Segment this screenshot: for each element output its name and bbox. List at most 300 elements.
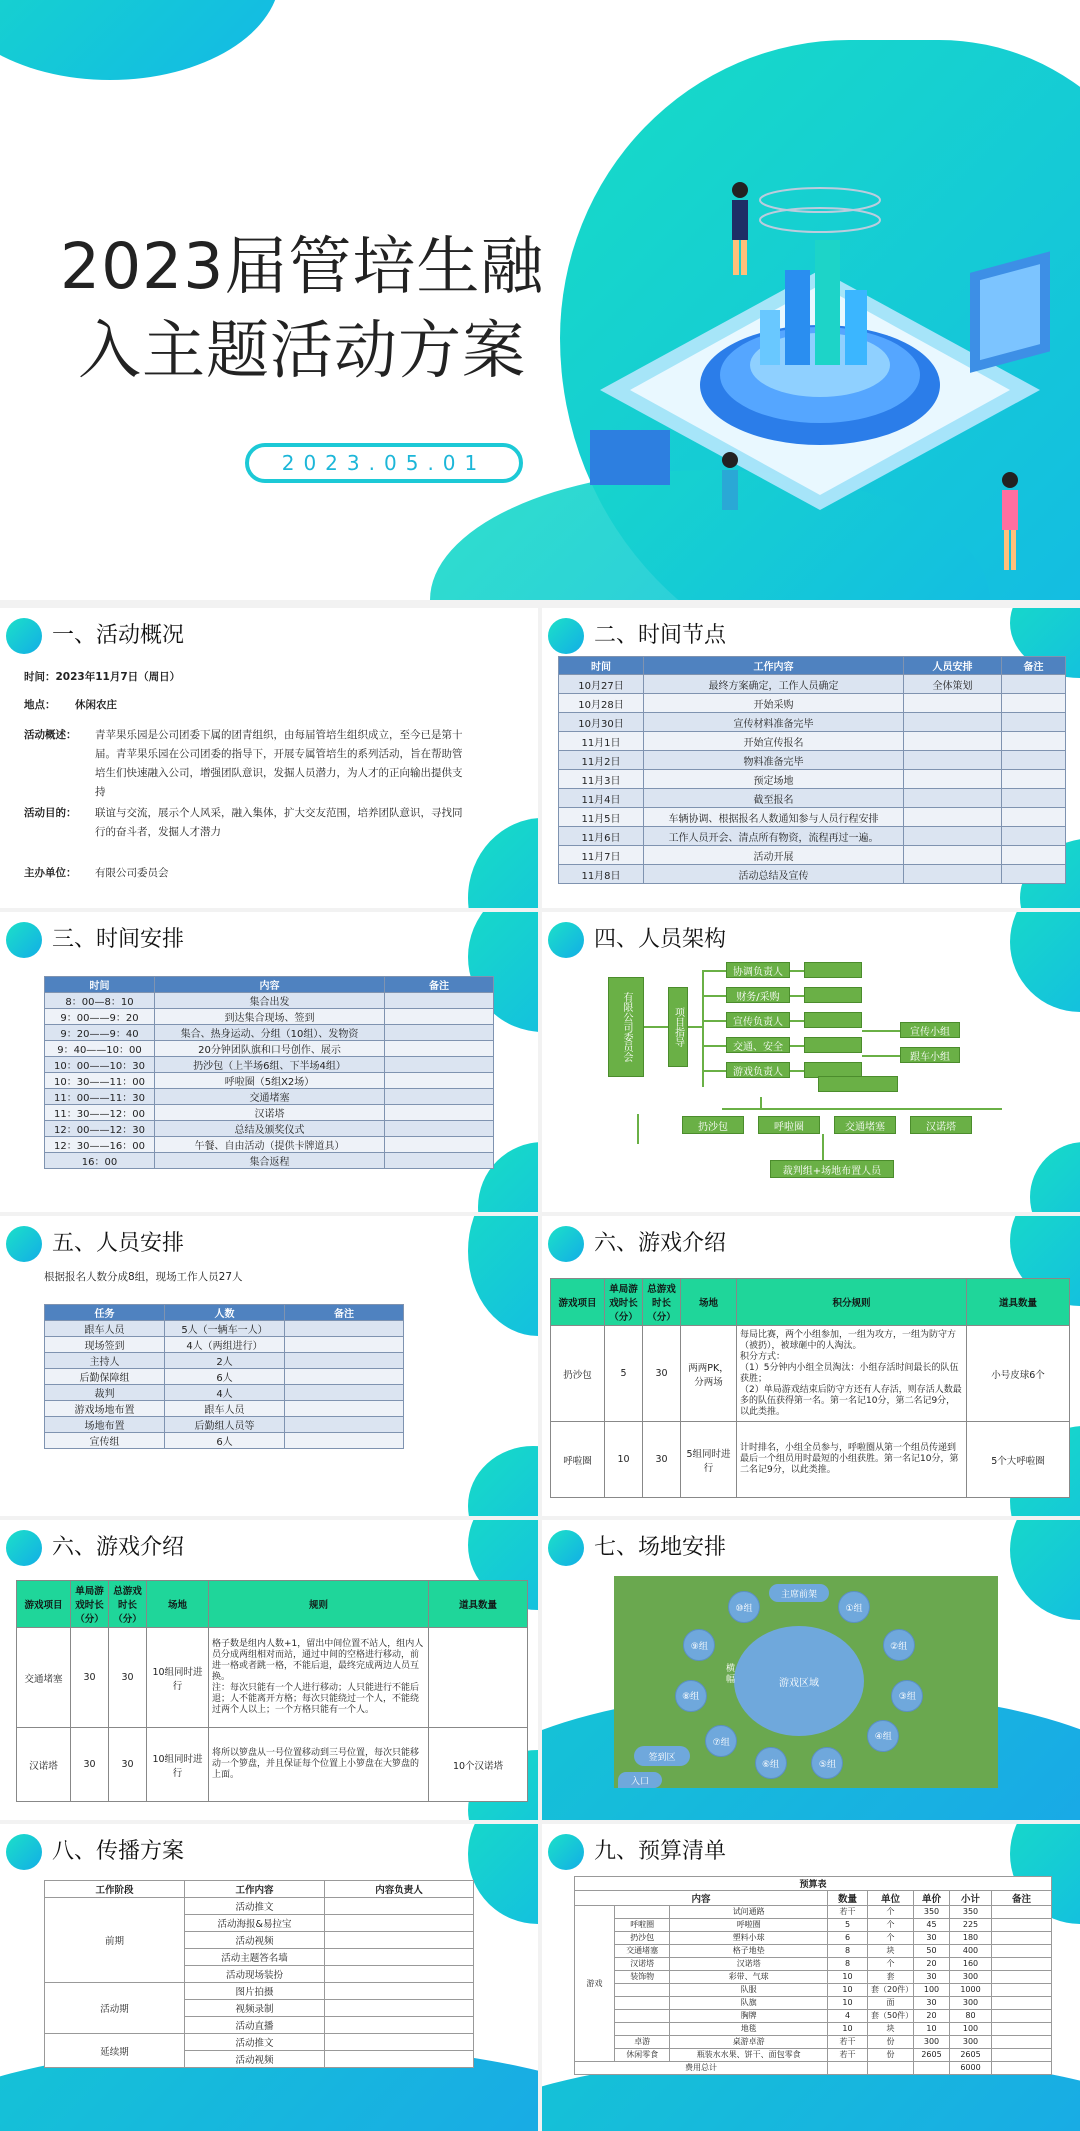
table-cell bbox=[325, 2000, 474, 2017]
table-caption-row bbox=[575, 1877, 1052, 1891]
table-cell bbox=[828, 2062, 868, 2075]
table-cell: 30 bbox=[914, 1997, 950, 2010]
col-header: 时间 bbox=[559, 657, 644, 675]
venue-group-circle: ⑥组 bbox=[755, 1747, 787, 1779]
slide-schedule bbox=[0, 912, 538, 1212]
table-cell bbox=[1002, 808, 1066, 827]
table-cell: 350 bbox=[950, 1906, 992, 1919]
table-cell: 格子地垫 bbox=[670, 1945, 828, 1958]
table-cell: 20 bbox=[914, 2010, 950, 2023]
table-cell: 9：40——10：00 bbox=[45, 1041, 155, 1057]
table-cell: 300 bbox=[914, 2036, 950, 2049]
corner-blob-bottom bbox=[1030, 1142, 1080, 1212]
table-header bbox=[45, 1305, 404, 1321]
table-cell: 活动直播 bbox=[185, 2017, 325, 2034]
table-cell bbox=[1002, 789, 1066, 808]
table-cell: 呼啦圈 bbox=[670, 1919, 828, 1932]
phase-cell: 延续期 bbox=[45, 2034, 185, 2068]
table-cell bbox=[992, 2023, 1052, 2036]
venue-group-circle: ⑦组 bbox=[705, 1725, 737, 1757]
table-row bbox=[551, 1326, 1070, 1422]
table-cell bbox=[385, 1105, 494, 1121]
title-dot-icon bbox=[548, 618, 584, 654]
venue-group-circle: ②组 bbox=[883, 1629, 915, 1661]
table-cell: 5人（一辆车一人） bbox=[165, 1321, 285, 1337]
col-header: 工作内容 bbox=[644, 657, 904, 675]
table-cell bbox=[1002, 713, 1066, 732]
table-cell: 预定场地 bbox=[644, 770, 904, 789]
purpose-text: 联谊与交流，展示个人风采，融入集体，扩大交友范围，培养团队意识，寻找同行的奋斗者，发掘人才潜力 bbox=[95, 807, 463, 838]
table-cell: 2605 bbox=[914, 2049, 950, 2062]
table-cell: 225 bbox=[950, 1919, 992, 1932]
venue-entrance: 入口 bbox=[618, 1772, 662, 1788]
col-header: 场地 bbox=[147, 1581, 209, 1628]
table-cell bbox=[325, 2051, 474, 2068]
title-dot-icon bbox=[6, 1834, 42, 1870]
title-dot-icon bbox=[548, 922, 584, 958]
org-connector bbox=[790, 1070, 804, 1072]
table-cell: 车辆协调、根据报名人数通知参与人员行程安排 bbox=[644, 808, 904, 827]
table-row bbox=[575, 2010, 1052, 2023]
table-row bbox=[45, 1105, 494, 1121]
table-row bbox=[45, 1433, 404, 1449]
table-cell: 跟车人员 bbox=[165, 1401, 285, 1417]
table-cell bbox=[904, 751, 1002, 770]
col-header: 道具数量 bbox=[429, 1581, 528, 1628]
col-header: 单局游戏时长（分） bbox=[71, 1581, 109, 1628]
table-row bbox=[45, 1121, 494, 1137]
table-cell bbox=[992, 1945, 1052, 1958]
table-cell bbox=[325, 1932, 474, 1949]
table-row bbox=[575, 2062, 1052, 2075]
table-cell: 个 bbox=[868, 1919, 914, 1932]
table-cell bbox=[385, 1137, 494, 1153]
table-cell: 2605 bbox=[950, 2049, 992, 2062]
table-row bbox=[559, 789, 1066, 808]
cover-title-line2: 入主题活动方案 bbox=[78, 314, 526, 387]
table-cell bbox=[325, 1983, 474, 2000]
table-cell: 活动海报&易拉宝 bbox=[185, 1915, 325, 1932]
table-cell bbox=[1002, 827, 1066, 846]
title-dot-icon bbox=[6, 922, 42, 958]
slide-title: 六、游戏介绍 bbox=[52, 1535, 185, 1560]
table-row bbox=[559, 846, 1066, 865]
table-cell: 汉诺塔 bbox=[670, 1958, 828, 1971]
table-row bbox=[45, 1898, 474, 1915]
table-cell: 工作人员开会、清点所有物资，流程再过一遍。 bbox=[644, 827, 904, 846]
table-cell bbox=[1002, 846, 1066, 865]
venue-signin: 签到区 bbox=[634, 1746, 690, 1766]
venue-group-circle: ⑤组 bbox=[811, 1747, 843, 1779]
table-cell: 20分钟团队旗和口号创作、展示 bbox=[155, 1041, 385, 1057]
table-cell: 180 bbox=[950, 1932, 992, 1945]
table-cell bbox=[904, 808, 1002, 827]
table-cell: 9：00——9：20 bbox=[45, 1009, 155, 1025]
table-cell: 彩带、气球 bbox=[670, 1971, 828, 1984]
table-cell: 队旗 bbox=[670, 1997, 828, 2010]
org-lead-box bbox=[668, 987, 688, 1067]
corner-blob bbox=[468, 1824, 538, 1924]
table-cell: 10个汉诺塔 bbox=[429, 1728, 528, 1802]
table-cell bbox=[385, 1025, 494, 1041]
table-row bbox=[575, 1932, 1052, 1945]
table-cell: 套（20件） bbox=[868, 1984, 914, 1997]
table-row bbox=[559, 827, 1066, 846]
slide-title: 四、人员架构 bbox=[594, 927, 727, 952]
budget-table bbox=[574, 1876, 1052, 2075]
budget-caption: 预算表 bbox=[575, 1877, 1052, 1891]
table-cell: 跟车人员 bbox=[45, 1321, 165, 1337]
table-header bbox=[551, 1279, 1070, 1326]
slide-title: 七、场地安排 bbox=[594, 1535, 727, 1560]
table-row bbox=[45, 1089, 494, 1105]
venue-group-circle: ⑧组 bbox=[675, 1680, 707, 1712]
table-cell bbox=[285, 1369, 404, 1385]
table-row bbox=[45, 1983, 474, 2000]
table-cell: 若干 bbox=[828, 1906, 868, 1919]
table-cell bbox=[992, 1971, 1052, 1984]
table-cell: 5组同时进行 bbox=[681, 1422, 737, 1498]
table-row bbox=[45, 1153, 494, 1169]
table-cell: 4人（两组进行） bbox=[165, 1337, 285, 1353]
table-cell: 现场签到 bbox=[45, 1337, 165, 1353]
org-connector bbox=[790, 995, 804, 997]
title-dot-icon bbox=[548, 1834, 584, 1870]
table-cell: 到达集合现场、签到 bbox=[155, 1009, 385, 1025]
table-row bbox=[45, 1337, 404, 1353]
col-header: 单位 bbox=[868, 1891, 914, 1906]
slide-org-chart bbox=[542, 912, 1080, 1212]
org-role-box: 游戏负责人 bbox=[726, 1062, 790, 1078]
venue-banner: 横幅 bbox=[726, 1664, 736, 1685]
table-cell bbox=[285, 1433, 404, 1449]
venue-map bbox=[614, 1576, 998, 1788]
table-header bbox=[45, 977, 494, 993]
table-cell: 10 bbox=[828, 1971, 868, 1984]
table-cell: 每局比赛，两个小组参加，一组为攻方，一组为防守方（被扔），被球砸中的人淘汰。 积分方式： （1）5分钟内小组全员淘汰：小组存活时间最长的队伍获胜； （2）单局游戏结束后防守方还有人存活，则存活人数最多的队伍获得第一名。第一名记10分，第二名记9分，以此类推。 bbox=[737, 1326, 967, 1422]
table-cell: 1000 bbox=[950, 1984, 992, 1997]
table-cell: 45 bbox=[914, 1919, 950, 1932]
table-cell: 套 bbox=[868, 1971, 914, 1984]
table-cell bbox=[992, 2049, 1052, 2062]
table-cell: 活动视频 bbox=[185, 2051, 325, 2068]
table-cell: 总结及颁奖仪式 bbox=[155, 1121, 385, 1137]
table-cell: 11：00——11：30 bbox=[45, 1089, 155, 1105]
table-cell: 活动开展 bbox=[644, 846, 904, 865]
org-connector bbox=[722, 1108, 1002, 1110]
table-row bbox=[575, 1919, 1052, 1932]
table-cell bbox=[904, 694, 1002, 713]
table-cell: 块 bbox=[868, 1945, 914, 1958]
venue-group-circle: ④组 bbox=[867, 1720, 899, 1752]
table-cell bbox=[385, 1073, 494, 1089]
slide-title: 二、时间节点 bbox=[594, 623, 727, 648]
table-row bbox=[45, 1321, 404, 1337]
table-cell: 10月30日 bbox=[559, 713, 644, 732]
table-cell: 呼啦圈 bbox=[551, 1422, 605, 1498]
table-cell bbox=[1002, 732, 1066, 751]
promotion-table bbox=[44, 1880, 474, 2068]
table-cell: 30 bbox=[109, 1628, 147, 1728]
table-cell: 9：20——9：40 bbox=[45, 1025, 155, 1041]
corner-blob-bottom bbox=[468, 1446, 538, 1516]
col-header: 总游戏时长（分） bbox=[643, 1279, 681, 1326]
table-cell bbox=[1002, 865, 1066, 884]
table-cell bbox=[325, 2017, 474, 2034]
host-label: 主办单位： bbox=[24, 867, 77, 879]
table-row bbox=[559, 713, 1066, 732]
table-cell: 10组同时进行 bbox=[147, 1628, 209, 1728]
slide-title: 三、时间安排 bbox=[52, 927, 185, 952]
table-cell: 个 bbox=[868, 1958, 914, 1971]
slide-staffing bbox=[0, 1216, 538, 1516]
org-bottom-box: 裁判组+场地布置人员 bbox=[770, 1160, 894, 1178]
col-header: 积分规则 bbox=[737, 1279, 967, 1326]
table-cell: 集合返程 bbox=[155, 1153, 385, 1169]
org-connector bbox=[822, 1134, 824, 1160]
col-header: 工作内容 bbox=[185, 1881, 325, 1898]
host-value: 有限公司委员会 bbox=[95, 867, 169, 879]
place-label: 地点： bbox=[24, 699, 56, 711]
col-header: 内容 bbox=[155, 977, 385, 993]
table-cell: 将所以箩盘从一号位置移动到三号位置，每次只能移动一个箩盘，并且保证每个位置上小箩盘在大箩盘的上面。 bbox=[209, 1728, 429, 1802]
table-cell bbox=[285, 1417, 404, 1433]
table-cell: 图片拍摄 bbox=[185, 1983, 325, 2000]
table-cell: 11月7日 bbox=[559, 846, 644, 865]
table-cell: 截至报名 bbox=[644, 789, 904, 808]
venue-game-zone bbox=[734, 1626, 864, 1736]
table-row bbox=[45, 1073, 494, 1089]
milestone-table bbox=[558, 656, 1066, 884]
org-connector bbox=[790, 970, 804, 972]
cover-slide bbox=[0, 0, 1080, 600]
table-cell: 160 bbox=[950, 1958, 992, 1971]
venue-group-circle: ⑨组 bbox=[683, 1629, 715, 1661]
table-cell bbox=[615, 2010, 670, 2023]
table-cell: 80 bbox=[950, 2010, 992, 2023]
org-connector bbox=[862, 1055, 900, 1057]
table-cell: 10 bbox=[828, 1997, 868, 2010]
org-connector bbox=[702, 995, 726, 997]
col-header: 备注 bbox=[992, 1891, 1052, 1906]
table-cell: 11月3日 bbox=[559, 770, 644, 789]
table-row bbox=[575, 1958, 1052, 1971]
table-cell bbox=[904, 713, 1002, 732]
table-row bbox=[575, 2023, 1052, 2036]
table-cell: 300 bbox=[950, 2036, 992, 2049]
table-header bbox=[45, 1881, 474, 1898]
table-cell bbox=[992, 1906, 1052, 1919]
table-cell: 11月2日 bbox=[559, 751, 644, 770]
col-header: 游戏项目 bbox=[551, 1279, 605, 1326]
org-connector bbox=[702, 1045, 726, 1047]
table-row bbox=[45, 1041, 494, 1057]
slide-title: 六、游戏介绍 bbox=[594, 1231, 727, 1256]
table-row bbox=[17, 1728, 528, 1802]
col-header: 场地 bbox=[681, 1279, 737, 1326]
table-cell: 活动推文 bbox=[185, 1898, 325, 1915]
venue-group-circle: ⑩组 bbox=[728, 1591, 760, 1623]
org-right-box: 跟车小组 bbox=[900, 1047, 960, 1063]
table-cell bbox=[992, 2036, 1052, 2049]
table-cell: 呼啦圈 bbox=[615, 1919, 670, 1932]
table-row bbox=[45, 993, 494, 1009]
overview-text: 青苹果乐园是公司团委下属的团青组织，由每届管培生组织成立，至今已是第十届。青苹果乐园在公司团委的指导下，开展专属管培生的系列活动，旨在帮助管培生们快速融入公司，增强团队意识，发掘人员潜力，为人才的正向输出提供支持 bbox=[95, 729, 463, 798]
table-cell: 交通堵塞 bbox=[155, 1089, 385, 1105]
table-cell: 后勤组人员等 bbox=[165, 1417, 285, 1433]
table-cell: 交通堵塞 bbox=[17, 1628, 71, 1728]
table-row bbox=[45, 2034, 474, 2051]
table-cell: 裁判 bbox=[45, 1385, 165, 1401]
table-row bbox=[45, 1009, 494, 1025]
table-cell bbox=[385, 993, 494, 1009]
col-header: 游戏项目 bbox=[17, 1581, 71, 1628]
table-cell: 活动视频 bbox=[185, 1932, 325, 1949]
table-cell bbox=[904, 865, 1002, 884]
table-cell: 面 bbox=[868, 1997, 914, 2010]
table-cell: 队服 bbox=[670, 1984, 828, 1997]
col-header: 任务 bbox=[45, 1305, 165, 1321]
org-connector bbox=[702, 1070, 726, 1072]
table-cell bbox=[992, 1958, 1052, 1971]
table-cell bbox=[992, 1932, 1052, 1945]
title-dot-icon bbox=[6, 1530, 42, 1566]
table-row bbox=[575, 1984, 1052, 1997]
org-role-blank-box bbox=[804, 1037, 862, 1053]
table-row bbox=[575, 1971, 1052, 1984]
table-cell: 个 bbox=[868, 1932, 914, 1945]
slide-promotion bbox=[0, 1824, 538, 2131]
table-cell: 扔沙包（上半场6组、下半场4组） bbox=[155, 1057, 385, 1073]
org-box-blank bbox=[818, 1076, 898, 1092]
table-cell: 10：00——10：30 bbox=[45, 1057, 155, 1073]
org-connector bbox=[790, 1020, 804, 1022]
table-cell: 6人 bbox=[165, 1369, 285, 1385]
table-cell: 集合、热身运动、分组（10组）、发物资 bbox=[155, 1025, 385, 1041]
time-label: 时间： bbox=[24, 671, 56, 683]
slide-games-2 bbox=[0, 1520, 538, 1820]
table-cell bbox=[325, 1966, 474, 1983]
table-cell: 11：30——12：00 bbox=[45, 1105, 155, 1121]
table-cell: 5个大呼啦圈 bbox=[967, 1422, 1070, 1498]
table-row bbox=[559, 770, 1066, 789]
table-row bbox=[45, 1137, 494, 1153]
table-cell bbox=[385, 1057, 494, 1073]
games-table-2 bbox=[16, 1580, 528, 1802]
org-right-box: 宣传小组 bbox=[900, 1022, 960, 1038]
table-cell: 350 bbox=[914, 1906, 950, 1919]
slide-venue bbox=[542, 1520, 1080, 1820]
org-game-box: 扔沙包 bbox=[682, 1116, 744, 1134]
table-cell bbox=[429, 1628, 528, 1728]
table-cell bbox=[914, 2062, 950, 2075]
table-cell: 8：00—8：10 bbox=[45, 993, 155, 1009]
org-game-box: 呼啦圈 bbox=[758, 1116, 820, 1134]
table-cell: 10月27日 bbox=[559, 675, 644, 694]
col-header: 备注 bbox=[1002, 657, 1066, 675]
table-cell: 主持人 bbox=[45, 1353, 165, 1369]
table-cell: 活动主题答名墙 bbox=[185, 1949, 325, 1966]
org-connector bbox=[862, 1030, 900, 1032]
corner-blob bbox=[468, 818, 538, 908]
table-cell: 计时排名，小组全员参与，呼啦圈从第一个组员传递到最后一个组员用时最短的小组获胜。第一名记10分，第二名记9分，以此类推。 bbox=[737, 1422, 967, 1498]
col-header: 规则 bbox=[209, 1581, 429, 1628]
table-cell: 后勤保障组 bbox=[45, 1369, 165, 1385]
title-dot-icon bbox=[6, 1226, 42, 1262]
table-cell: 全体策划 bbox=[904, 675, 1002, 694]
org-role-box: 交通、安全 bbox=[726, 1037, 790, 1053]
table-cell: 6000 bbox=[950, 2062, 992, 2075]
org-connector bbox=[637, 1114, 639, 1144]
table-row bbox=[45, 1057, 494, 1073]
table-cell bbox=[904, 827, 1002, 846]
cover-date-pill bbox=[245, 443, 523, 483]
table-cell: 10：30——11：00 bbox=[45, 1073, 155, 1089]
col-header: 道具数量 bbox=[967, 1279, 1070, 1326]
phase-cell: 前期 bbox=[45, 1898, 185, 1983]
table-cell: 16：00 bbox=[45, 1153, 155, 1169]
table-cell: 交通堵塞 bbox=[615, 1945, 670, 1958]
col-header: 单价 bbox=[914, 1891, 950, 1906]
table-cell: 瓶装水水果、饼干、面包零食 bbox=[670, 2049, 828, 2062]
table-row bbox=[559, 732, 1066, 751]
table-cell bbox=[285, 1321, 404, 1337]
table-cell: 300 bbox=[950, 1971, 992, 1984]
table-cell: 扔沙包 bbox=[615, 1932, 670, 1945]
org-connector bbox=[702, 1020, 726, 1022]
staffing-note: 根据报名人数分成8组，现场工作人员27人 bbox=[44, 1271, 243, 1283]
corner-blob bbox=[1010, 912, 1080, 1012]
col-header: 总游戏时长（分） bbox=[109, 1581, 147, 1628]
table-cell: 宣传组 bbox=[45, 1433, 165, 1449]
table-row bbox=[559, 694, 1066, 713]
corner-blob bbox=[1010, 1520, 1080, 1620]
staffing-table bbox=[44, 1304, 404, 1449]
table-cell: 套（50件） bbox=[868, 2010, 914, 2023]
table-cell: 5 bbox=[828, 1919, 868, 1932]
isometric-data-illustration bbox=[570, 160, 1070, 590]
col-header: 数量 bbox=[828, 1891, 868, 1906]
col-header: 人数 bbox=[165, 1305, 285, 1321]
table-cell: 4 bbox=[828, 2010, 868, 2023]
table-row bbox=[559, 865, 1066, 884]
table-cell: 30 bbox=[643, 1326, 681, 1422]
table-cell: 30 bbox=[643, 1422, 681, 1498]
overview-label: 活动概述： bbox=[24, 729, 77, 741]
table-cell: 活动总结及宣传 bbox=[644, 865, 904, 884]
col-header: 内容 bbox=[575, 1891, 828, 1906]
slide-title: 五、人员安排 bbox=[52, 1231, 185, 1256]
table-cell: 50 bbox=[914, 1945, 950, 1958]
table-cell: 11月6日 bbox=[559, 827, 644, 846]
table-cell: 11月1日 bbox=[559, 732, 644, 751]
table-cell: 地毯 bbox=[670, 2023, 828, 2036]
table-header bbox=[559, 657, 1066, 675]
table-cell: 30 bbox=[914, 1932, 950, 1945]
table-row bbox=[45, 1353, 404, 1369]
table-cell: 2人 bbox=[165, 1353, 285, 1369]
col-header: 备注 bbox=[385, 977, 494, 993]
table-row bbox=[17, 1628, 528, 1728]
table-row bbox=[575, 1945, 1052, 1958]
table-cell: 30 bbox=[71, 1628, 109, 1728]
table-row bbox=[45, 1025, 494, 1041]
table-cell: 汉诺塔 bbox=[155, 1105, 385, 1121]
org-role-box: 宣传负责人 bbox=[726, 1012, 790, 1028]
table-cell: 11月5日 bbox=[559, 808, 644, 827]
table-cell bbox=[992, 1919, 1052, 1932]
table-cell bbox=[992, 1984, 1052, 1997]
